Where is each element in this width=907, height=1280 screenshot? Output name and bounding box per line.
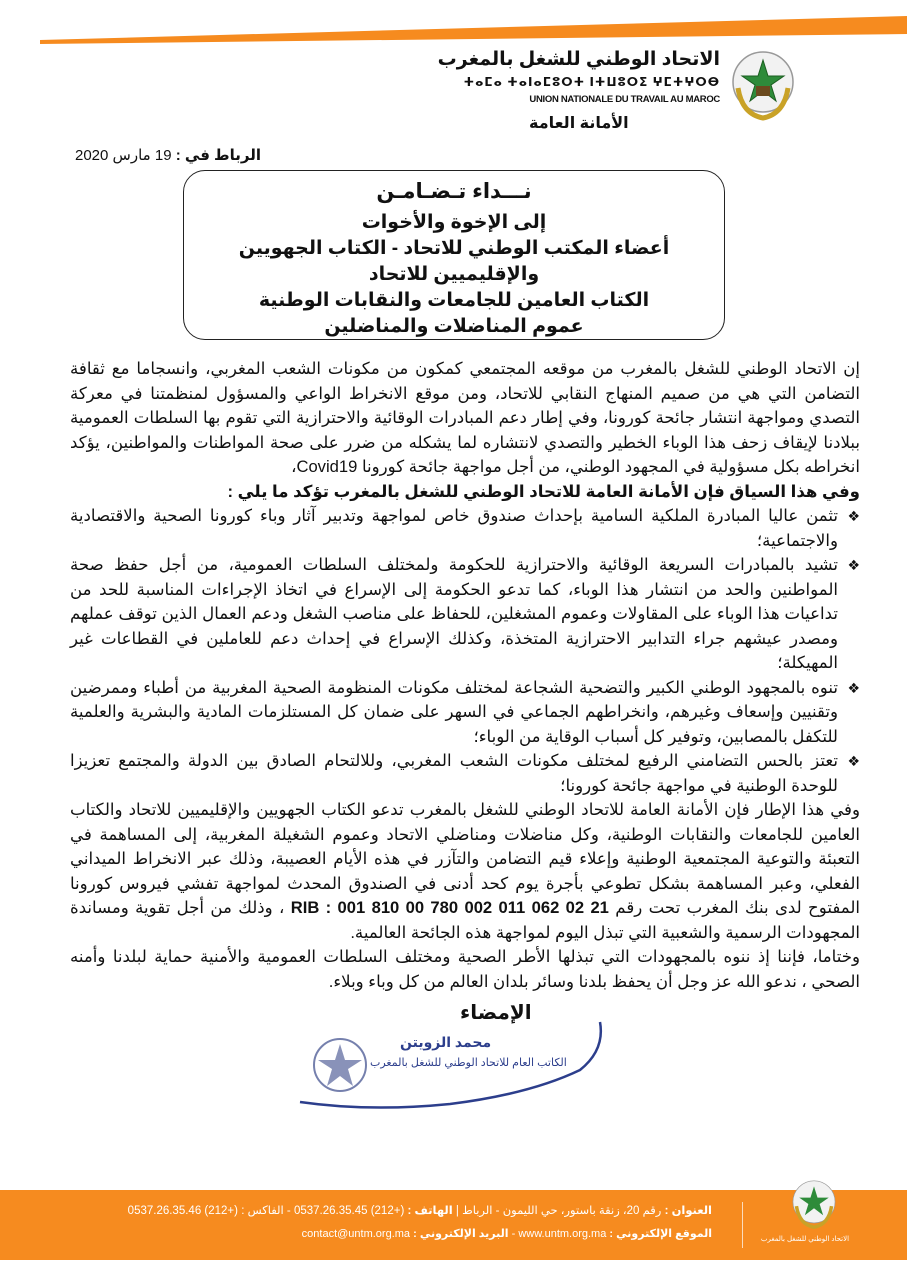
phone-label: الهاتف : <box>407 1205 453 1217</box>
letter-content <box>70 357 860 1110</box>
date-label: الرباط في : <box>175 147 262 164</box>
fax: 0537.26.35.46 (212+) <box>127 1205 238 1217</box>
call-text-end: ، وذلك من أجل تقوية ومساندة المجهودات الرسمية والشعبية التي تبذل اليوم لمواجهة هذه الجائحة العالمية. <box>70 898 860 942</box>
date-line <box>75 146 261 164</box>
general-secretariat: الأمانة العامة <box>529 115 629 132</box>
footer-org-name: الاتحاد الوطني للشغل بالمغرب <box>760 1236 850 1243</box>
list-item <box>70 676 860 750</box>
signatory-name: محمد الزويتن <box>400 1034 492 1050</box>
closing-paragraph: وختاما، فإننا إذ ننوه بالمجهودات التي تبذلها الأطر الصحية ومختلف السلطات العمومية والأمنية حماية لبلدنا وأمنه الصحي ، ندعو الله عز وجل أن يحفظ بلدنا وسائر بلدان العالم من كل وباء وبلاء. <box>70 947 860 991</box>
email-label: البريد الإلكتروني : <box>413 1228 509 1240</box>
org-name-arabic: الاتحاد الوطني للشغل بالمغرب <box>437 49 720 70</box>
points-list <box>70 504 860 798</box>
letter-body <box>70 357 860 994</box>
phone: 0537.26.35.45 (212+) <box>293 1205 405 1217</box>
footer-contact-line: العنوان : رقم 20، زنقة باستور، حي الليمون - الرباط | الهاتف : 0537.26.35.45 (212+) - الفاكس : 0537.26.35.46 (212+) <box>127 1205 712 1217</box>
call-paragraph <box>70 798 860 945</box>
title-box <box>183 170 725 340</box>
addressee-line: إلى الإخوة والأخوات <box>361 212 547 233</box>
diamond-bullet-icon: ❖ <box>847 508 860 524</box>
footer-web-line: الموقع الإلكتروني : www.untm.org.ma - البريد الإلكتروني : contact@untm.org.ma <box>301 1228 712 1240</box>
intro-paragraph: إن الاتحاد الوطني للشغل بالمغرب من موقعه المجتمعي كمكون من مكونات الشعب المغربي، وانسجاما مع ثقافة التضامن التي هي من صميم المنهاج النقابي للاتحاد، ومن موقع الانخراط الواعي والمسؤول لمنظمتنا في معركة التصدي ومواجهة انتشار جائحة كورونا، وفي إطار دعم المبادرات الوقائية والاحترازية التي تقوم بها السلطات العمومية ببلادنا لإيقاف زحف هذا الوباء الخطير والتصدي لانتشاره لما يشكله من ضرر على صحة المواطنات والمواطنين، يؤكد انخراطه بكل مسؤولية في المجهود الوطني، من أجل مواجهة جائحة كورونا Covid19، <box>70 359 860 476</box>
address: رقم 20، زنقة باستور، حي الليمون - الرباط <box>462 1205 662 1217</box>
rib-number: RIB : 001 810 00 780 002 011 062 02 21 <box>290 898 609 917</box>
website-link[interactable]: www.untm.org.ma <box>518 1228 607 1240</box>
list-item-text: تشيد بالمبادرات السريعة الوقائية والاحترازية للحكومة ولمختلف السلطات العمومية، من أجل حفظ صحة المواطنين والحد من انتشار هذا الوباء، كما تدعو الحكومة إلى الإسراع في اتخاذ الإجراءات المناسبة للحد من تداعيات هذا الوباء على المقاولات وعموم المشغلين، للحفاظ على مناصب الشغل ودعم العمال الذين توقف عملهم ومصدر عيشهم جراء التدابير الاحترازية المتخذة، وكذلك الإسراع في إحداث دعم للعاملين في القطاعات غير المهيكلة؛ <box>70 555 838 672</box>
date-value: 19 مارس 2020 <box>75 147 172 164</box>
list-item-text: تعتز بالحس التضامني الرفيع لمختلف مكونات الشعب المغربي، وللالتحام الصادق بين الدولة والمجتمع تعزيزا للوحدة الوطنية في مواجهة جائحة كورونا؛ <box>70 751 838 795</box>
diamond-bullet-icon: ❖ <box>847 557 860 573</box>
list-item <box>70 504 860 553</box>
footer-divider <box>742 1202 743 1248</box>
signature-label: الإمضاء <box>460 1002 532 1024</box>
website-label: الموقع الإلكتروني : <box>609 1228 712 1240</box>
untm-logo-icon <box>730 48 796 122</box>
org-name-french: UNION NATIONALE DU TRAVAIL AU MAROC <box>529 94 720 105</box>
document-title: نـــداء تـضـامـن <box>376 180 532 203</box>
signatory-role: الكاتب العام للاتحاد الوطني للشغل بالمغرب <box>370 1057 567 1069</box>
footer <box>0 1190 907 1260</box>
address-label: العنوان : <box>664 1205 712 1217</box>
list-item <box>70 553 860 676</box>
lead-paragraph: وفي هذا السياق فإن الأمانة العامة للاتحاد الوطني للشغل بالمغرب تؤكد ما يلي : <box>227 481 860 501</box>
list-item <box>70 749 860 798</box>
org-name-tifinagh: ⵜⴰⵎⴰ ⵜⴰⵏⴰⵎⵓⵔⵜ ⵏⵜⵡⵓⵔⵉ ⵖⵎⵜⵖⵔⴱ <box>463 75 720 89</box>
diamond-bullet-icon: ❖ <box>847 753 860 769</box>
email-link[interactable]: contact@untm.org.ma <box>301 1228 411 1240</box>
call-text: وفي هذا الإطار فإن الأمانة العامة للاتحاد الوطني للشغل بالمغرب تدعو الكتاب الجهويين والإقليميين للاتحاد والكتاب العامين للجامعات والنقابات الوطنية، وكل مناضلات ومناضلي الاتحاد وعموم الشغيلة المغربية، إلى المساهمة في التعبئة والتوعية المجتمعية الوطنية وإعلاء قيم التضامن والتآزر في هذه الأيام العصيبة، وذلك عبر الانخراط الميداني الفعلي، وعبر المساهمة بشكل تطوعي بأجرة يوم كحد أدنى في الصندوق المحدث لمواجهة تفشي فيروس كورونا المفتوح لدى بنك المغرب تحت رقم <box>70 800 860 917</box>
diamond-bullet-icon: ❖ <box>847 679 860 696</box>
signature-block <box>70 1000 860 1110</box>
untm-logo-icon <box>790 1178 838 1230</box>
list-item-text: تنوه بالمجهود الوطني الكبير والتضحية الشجاعة لمختلف مكونات المنظومة الصحية المغربية من أطباء وممرضين وتقنيين وإسعاف وغيرهم، وانخراطهم الجماعي في السهر على ضمان كل المستلزمات المادية والبشرية والعلمية للتكفل بالمصابين، وتوفير كل أسباب الوقاية من الوباء؛ <box>70 677 838 746</box>
list-item-text: تثمن عاليا المبادرة الملكية السامية بإحداث صندوق خاص لمواجهة وتدبير آثار وباء كورونا الصحية والاقتصادية والاجتماعية؛ <box>70 506 838 550</box>
letterhead <box>438 48 720 133</box>
addressee-line: أعضاء المكتب الوطني للاتحاد - الكتاب الجهويين والإقليميين للاتحاد <box>238 238 670 285</box>
addressee-line: عموم المناضلات والمناضلين <box>324 316 584 337</box>
fax-label: الفاكس : <box>241 1205 284 1217</box>
addressee-line: الكتاب العامين للجامعات والنقابات الوطنية <box>258 290 650 311</box>
